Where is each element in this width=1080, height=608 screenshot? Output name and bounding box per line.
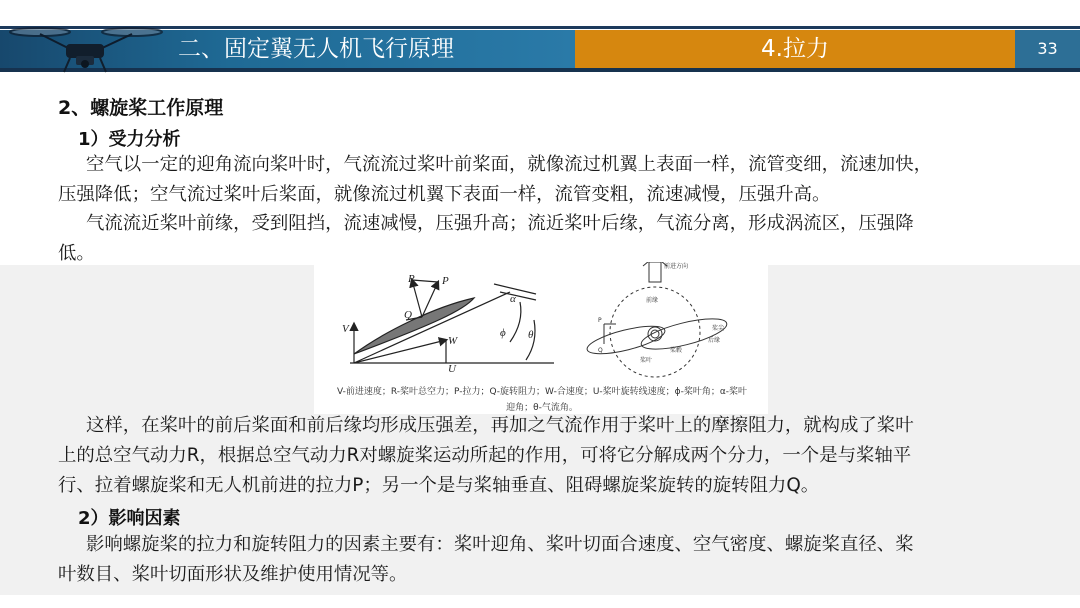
blade-right bbox=[639, 313, 730, 356]
label-trailing-edge: 后缘 bbox=[708, 337, 721, 344]
drone-logo-icon bbox=[0, 6, 170, 76]
page-number: 33 bbox=[1037, 39, 1058, 58]
label-w: W bbox=[448, 335, 458, 347]
r-p-link bbox=[412, 280, 438, 282]
paragraph-3-line-3: 行、拉着螺旋桨和无人机前进的拉力P；另一个是与桨轴垂直、阻碍螺旋桨旋转的旋转阻力Q。 bbox=[58, 475, 820, 496]
label-v: V bbox=[342, 323, 349, 335]
label-tip: 桨尖 bbox=[712, 325, 725, 332]
label-hub: 桨毂 bbox=[670, 347, 683, 354]
section-heading: 2、螺旋桨工作原理 bbox=[58, 97, 224, 119]
paragraph-2-line-2: 低。 bbox=[58, 243, 95, 264]
paragraph-2 bbox=[58, 209, 914, 269]
caption-line-2: 迎角；θ-气流角。 bbox=[506, 403, 578, 413]
hub bbox=[648, 327, 662, 341]
chord-line bbox=[354, 292, 510, 363]
paragraph-2-line-1: 气流流近桨叶前缘，受到阻挡，流速减慢，压强升高；流近桨叶后缘，气流分离，形成涡流区，压强降 bbox=[86, 213, 914, 234]
label-blade: 桨叶 bbox=[640, 357, 653, 364]
w-vector bbox=[354, 340, 446, 363]
caption-line-1: V-前进速度；R-桨叶总空力；P-拉力；Q-旋转阻力；W-合速度；U-桨叶旋转线速度；ϕ-桨叶角；α-桨叶 bbox=[336, 387, 748, 397]
label-q-right: Q bbox=[598, 347, 603, 354]
paragraph-4-line-1: 影响螺旋桨的拉力和旋转阻力的因素主要有：桨叶迎角、桨叶切面合速度、空气密度、螺旋桨直径、桨 bbox=[86, 534, 914, 555]
label-forward: 前进方向 bbox=[664, 263, 689, 270]
label-p: P bbox=[442, 275, 449, 287]
phi-arc bbox=[510, 302, 521, 342]
r-vector bbox=[412, 280, 422, 317]
paragraph-1 bbox=[58, 150, 932, 210]
propeller-force-diagram bbox=[314, 262, 768, 386]
paragraph-3-line-2: 上的总空气动力R，根据总空气动力R对螺旋桨运动所起的作用，可将它分解成两个分力，一个是与桨轴平 bbox=[58, 445, 912, 466]
section-title: 二、固定翼无人机飞行原理 bbox=[178, 36, 454, 62]
topic-title: 4.拉力 bbox=[761, 36, 829, 62]
subheading-influencing-factors: 2）影响因素 bbox=[78, 508, 181, 529]
label-leading-edge: 前缘 bbox=[646, 297, 659, 304]
label-phi: ϕ bbox=[500, 327, 506, 339]
paragraph-1-line-1: 空气以一定的迎角流向桨叶时，气流流过桨叶前桨面，就像流过机翼上表面一样，流管变细，流速加快， bbox=[86, 154, 932, 175]
paragraph-4-line-2: 叶数目、桨叶切面形状及维护使用情况等。 bbox=[58, 564, 408, 585]
paragraph-3 bbox=[58, 411, 914, 501]
forward-direction-arrow bbox=[649, 262, 661, 282]
paragraph-1-line-2: 压强降低；空气流过桨叶后桨面，就像流过机翼下表面一样，流管变粗，流速减慢，压强升高。 bbox=[58, 184, 831, 205]
label-q: Q bbox=[404, 309, 412, 321]
paragraph-4 bbox=[58, 530, 914, 590]
subheading-force-analysis: 1）受力分析 bbox=[78, 129, 181, 150]
label-p-right: P bbox=[598, 317, 602, 324]
label-u: U bbox=[448, 363, 456, 375]
label-alpha: α bbox=[510, 293, 516, 305]
label-r: R bbox=[408, 273, 415, 285]
paragraph-3-line-1: 这样，在桨叶的前后桨面和前后缘均形成压强差，再加之气流作用于桨叶上的摩擦阻力，就构成了桨叶 bbox=[86, 415, 914, 436]
label-theta: θ bbox=[528, 329, 534, 341]
